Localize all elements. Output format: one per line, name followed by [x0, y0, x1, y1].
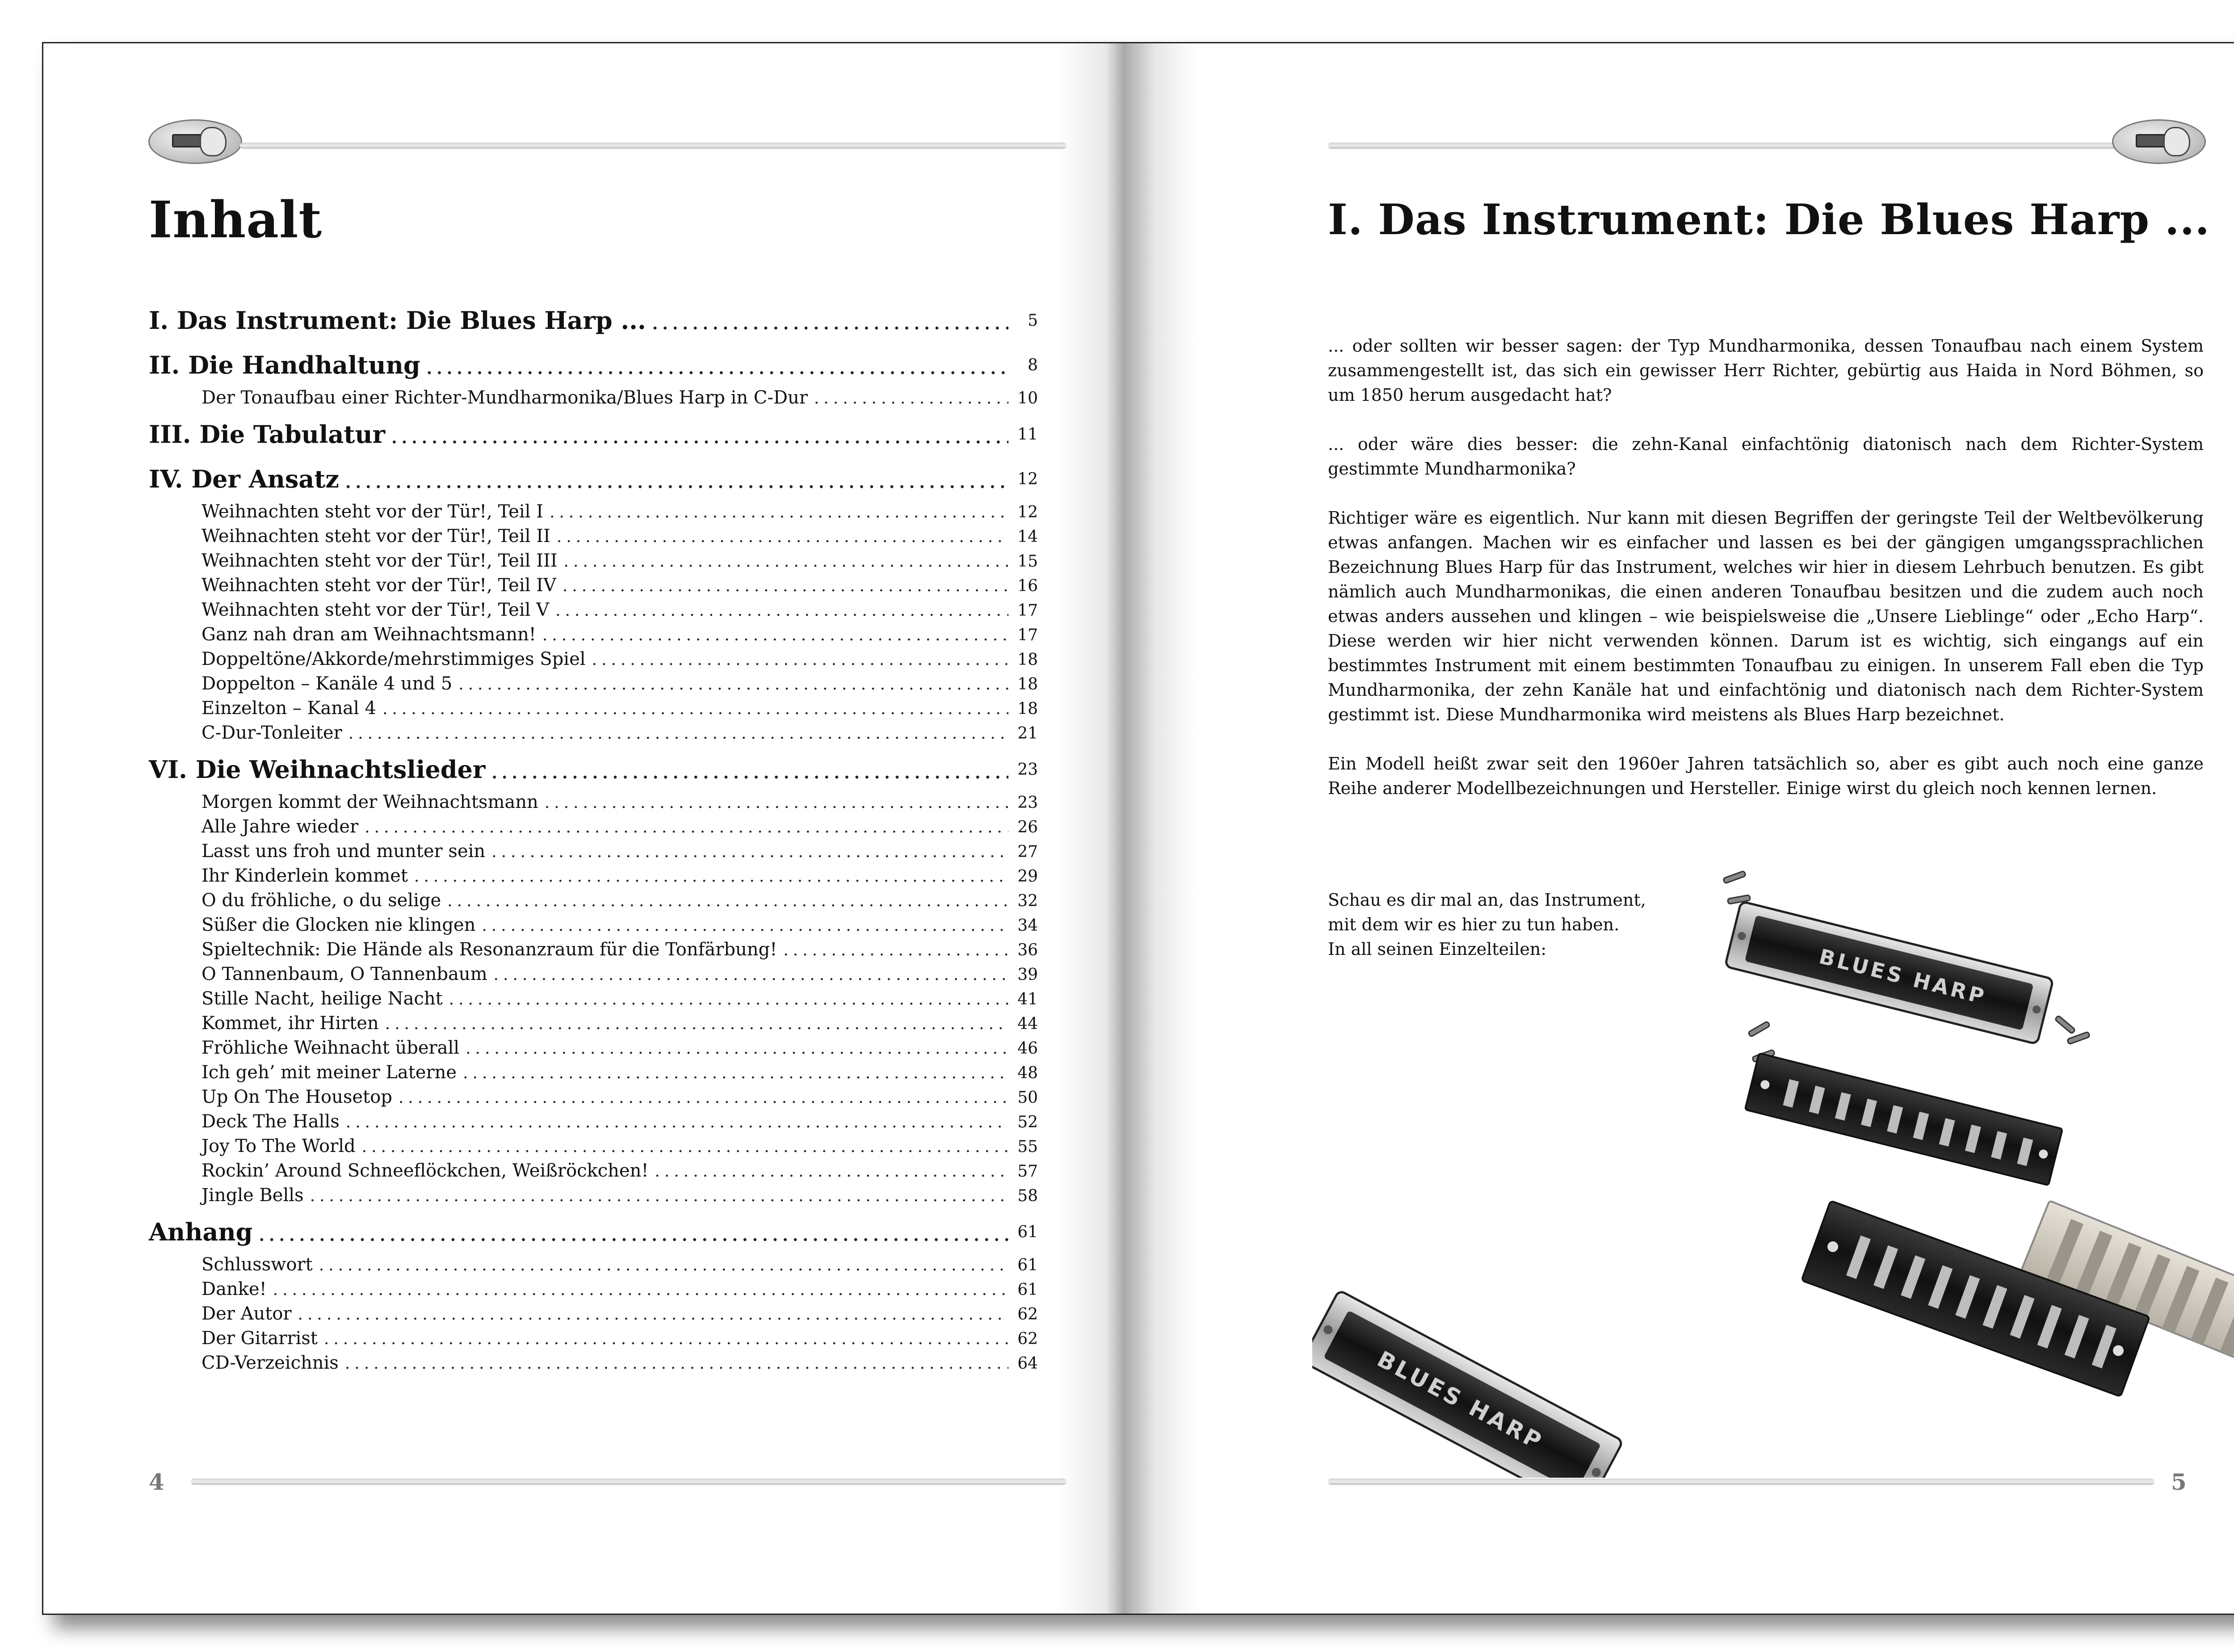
- toc-page-number: 17: [1017, 601, 1038, 620]
- cover-label: BLUES HARP: [1373, 1346, 1548, 1455]
- toc-chapter-entry: [149, 298, 1038, 343]
- toc-entry-title: Anhang: [149, 1218, 253, 1246]
- toc-entry-title: Kommet, ihr Hirten: [202, 1013, 379, 1034]
- toc-leader-dots: [362, 1138, 1008, 1156]
- toc-entry-title: Doppelton – Kanäle 4 und 5: [202, 673, 453, 694]
- toc-sub-entry: [149, 816, 1038, 841]
- toc-chapter-entry: [149, 1210, 1038, 1254]
- toc-leader-dots: [427, 359, 1008, 378]
- paragraph: ... oder sollten wir besser sagen: der Typ Mundharmonika, dessen Tonaufbau nach einem System zusammengestellt ist, das sich ein gewisser Herr Richter, gebürtig aus Haida in Nord Böhmen, so um 1850 herum ausgedacht hat?: [1328, 336, 2204, 405]
- toc-sub-entry: [149, 1111, 1038, 1136]
- table-of-contents: [149, 298, 1038, 1377]
- toc-leader-dots: [494, 966, 1009, 984]
- toc-sub-entry: [149, 1303, 1038, 1328]
- toc-entry-title: III. Die Tabulatur: [149, 420, 386, 449]
- toc-entry-title: Alle Jahre wieder: [202, 816, 359, 837]
- toc-sub-entry: [149, 915, 1038, 939]
- toc-sub-entry: [149, 649, 1038, 673]
- toc-leader-dots: [557, 528, 1008, 546]
- toc-chapter-entry: [149, 412, 1038, 457]
- toc-page-number: 48: [1017, 1064, 1038, 1082]
- toc-page-number: 62: [1017, 1330, 1038, 1348]
- toc-sub-entry: [149, 866, 1038, 890]
- toc-page-number: 62: [1017, 1305, 1038, 1324]
- toc-sub-entry: [149, 1185, 1038, 1210]
- toc-page-number: 18: [1017, 675, 1038, 694]
- toc-leader-dots: [482, 916, 1008, 935]
- toc-entry-title: Joy To The World: [202, 1136, 356, 1156]
- toc-entry-title: Deck The Halls: [202, 1111, 340, 1132]
- toc-sub-entry: [149, 939, 1038, 964]
- toc-leader-dots: [458, 675, 1008, 694]
- toc-page-number: 34: [1017, 916, 1038, 935]
- toc-leader-dots: [814, 389, 1008, 408]
- toc-entry-title: Jingle Bells: [202, 1185, 304, 1206]
- toc-page-number: 64: [1017, 1354, 1038, 1373]
- toc-entry-title: Weihnachten steht vor der Tür!, Teil III: [202, 551, 558, 571]
- toc-page-number: 12: [1017, 503, 1038, 521]
- body-text: [1328, 334, 2204, 825]
- toc-entry-title: II. Die Handhaltung: [149, 351, 420, 379]
- toc-sub-entry: [149, 988, 1038, 1013]
- toc-sub-entry: [149, 964, 1038, 988]
- toc-sub-entry: [149, 575, 1038, 600]
- toc-sub-entry: [149, 624, 1038, 649]
- toc-page-number: 41: [1017, 990, 1038, 1009]
- cover-label: BLUES HARP: [1817, 944, 1989, 1009]
- footer-rule: [191, 1479, 1067, 1485]
- toc-leader-dots: [345, 473, 1008, 492]
- toc-leader-dots: [391, 429, 1008, 447]
- toc-leader-dots: [399, 1089, 1008, 1107]
- toc-page-number: 55: [1017, 1138, 1038, 1156]
- toc-entry-title: Up On The Housetop: [202, 1087, 392, 1107]
- toc-entry-title: Schlusswort: [202, 1254, 313, 1275]
- toc-entry-title: Der Autor: [202, 1303, 292, 1324]
- toc-page-number: 46: [1017, 1039, 1038, 1058]
- toc-page-number: 61: [1017, 1281, 1038, 1299]
- toc-entry-title: Rockin’ Around Schneeflöckchen, Weißröckchen!: [202, 1160, 649, 1181]
- chapter-title: I. Das Instrument: Die Blues Harp ...: [1328, 195, 2210, 244]
- toc-sub-entry: [149, 673, 1038, 698]
- toc-page-number: 17: [1017, 626, 1038, 644]
- paragraph: Ein Modell heißt zwar seit den 1960er Jahren tatsächlich so, aber es gibt auch noch eine ganze Reihe anderer Modellbezeichnungen und Hersteller. Einige wirst du gleich noch kennen lernen.: [1328, 754, 2204, 798]
- toc-chapter-entry: [149, 747, 1038, 792]
- left-page: [43, 43, 1116, 1614]
- header-rule: [1328, 143, 2154, 149]
- toc-leader-dots: [463, 1064, 1008, 1082]
- toc-entry-title: Einzelton – Kanal 4: [202, 698, 376, 719]
- toc-chapter-entry: [149, 343, 1038, 387]
- header-rule: [240, 143, 1067, 149]
- toc-entry-title: IV. Der Ansatz: [149, 465, 339, 493]
- toc-leader-dots: [655, 1162, 1008, 1181]
- toc-page-number: 39: [1017, 966, 1038, 984]
- paragraph: Richtiger wäre es eigentlich. Nur kann mit diesen Begriffen der geringste Teil der Weltbevölkerung etwas anfangen. Machen wir es einfacher und lassen es bei der gängigen umgangssprachlichen Bezeichnung Blues Harp für das Instrument, welches wir hier in diesem Lehrbuch benutzen. Es gibt nämlich auch Mundharmonikas, die einen anderen Tonaufbau besitzen und die zudem auch noch etwas anders aussehen und klingen – wie beispielsweise die „Unsere Lieblinge“ oder „Echo Harp“. Diese werden wir hier nicht verwenden können. Darum ist es wichtig, sich eingangs auf ein bestimmtes Instrument mit einem bestimmten Tonaufbau zu einigen. In unserem Fall eben die Typ Mundharmonika, der zehn Kanäle hat und einfachtönig und diatonisch nach dem Richter-System gestimmt ist. Diese Mundharmonika wird meistens als Blues Harp bezeichnet.: [1328, 508, 2204, 724]
- toc-page-number: 23: [1017, 760, 1038, 779]
- caption-line: Schau es dir mal an, das Instrument,: [1328, 890, 1646, 910]
- toc-entry-title: C-Dur-Tonleiter: [202, 723, 342, 743]
- toc-leader-dots: [298, 1305, 1008, 1324]
- toc-sub-entry: [149, 792, 1038, 816]
- toc-leader-dots: [319, 1256, 1008, 1274]
- toc-page-number: 61: [1017, 1223, 1038, 1241]
- toc-page-number: 8: [1028, 356, 1038, 374]
- toc-entry-title: O du fröhliche, o du selige: [202, 890, 441, 911]
- harmonica-parts-photo: [1312, 843, 2234, 1478]
- toc-page-number: 14: [1017, 528, 1038, 546]
- toc-leader-dots: [550, 503, 1008, 521]
- toc-page-number: 10: [1017, 389, 1038, 408]
- toc-page-number: 44: [1017, 1015, 1038, 1033]
- toc-entry-title: VI. Die Weihnachtslieder: [149, 755, 486, 784]
- toc-page-number: 52: [1017, 1113, 1038, 1131]
- toc-leader-dots: [346, 1113, 1008, 1131]
- toc-sub-entry: [149, 1353, 1038, 1377]
- toc-entry-title: Doppeltöne/Akkorde/mehrstimmiges Spiel: [202, 649, 586, 669]
- toc-sub-entry: [149, 890, 1038, 915]
- toc-leader-dots: [564, 552, 1008, 571]
- toc-leader-dots: [563, 577, 1008, 595]
- toc-page-number: 29: [1017, 867, 1038, 886]
- toc-sub-entry: [149, 1087, 1038, 1111]
- toc-entry-title: Weihnachten steht vor der Tür!, Teil II: [202, 526, 550, 546]
- toc-sub-entry: [149, 1136, 1038, 1160]
- toc-sub-entry: [149, 1279, 1038, 1303]
- toc-page-number: 23: [1017, 794, 1038, 812]
- toc-leader-dots: [545, 794, 1008, 812]
- toc-leader-dots: [783, 941, 1008, 959]
- toc-page-number: 58: [1017, 1187, 1038, 1205]
- toc-leader-dots: [414, 867, 1008, 886]
- toc-sub-entry: [149, 1160, 1038, 1185]
- toc-leader-dots: [385, 1015, 1008, 1033]
- toc-entry-title: CD-Verzeichnis: [202, 1353, 339, 1373]
- toc-leader-dots: [259, 1226, 1008, 1245]
- toc-page-number: 16: [1017, 577, 1038, 595]
- toc-leader-dots: [349, 724, 1008, 743]
- toc-page-number: 32: [1017, 892, 1038, 910]
- toc-sub-entry: [149, 387, 1038, 412]
- toc-page-number: 61: [1017, 1256, 1038, 1274]
- toc-leader-dots: [310, 1187, 1008, 1205]
- paragraph: ... oder wäre dies besser: die zehn-Kanal einfachtönig diatonisch nach dem Richter-System gestimmte Mundharmonika?: [1328, 434, 2204, 479]
- toc-entry-title: Ich geh’ mit meiner Laterne: [202, 1062, 457, 1083]
- toc-entry-title: I. Das Instrument: Die Blues Harp ...: [149, 306, 646, 335]
- toc-page-number: 18: [1017, 700, 1038, 718]
- toc-sub-entry: [149, 841, 1038, 866]
- toc-entry-title: Morgen kommt der Weihnachtsmann: [202, 792, 538, 812]
- toc-leader-dots: [447, 892, 1008, 910]
- toc-sub-entry: [149, 1038, 1038, 1062]
- toc-leader-dots: [542, 626, 1008, 644]
- toc-page-number: 15: [1017, 552, 1038, 571]
- toc-sub-entry: [149, 1013, 1038, 1038]
- toc-page-number: 18: [1017, 651, 1038, 669]
- toc-entry-title: Spieltechnik: Die Hände als Resonanzraum für die Tonfärbung!: [202, 939, 777, 960]
- page-number: 4: [149, 1469, 164, 1495]
- toc-leader-dots: [365, 818, 1008, 837]
- toc-page-number: 50: [1017, 1089, 1038, 1107]
- toc-page-number: 26: [1017, 818, 1038, 837]
- toc-leader-dots: [555, 601, 1008, 620]
- footer-rule: [1328, 1479, 2154, 1485]
- toc-leader-dots: [466, 1039, 1008, 1058]
- toc-leader-dots: [592, 651, 1008, 669]
- toc-chapter-entry: [149, 457, 1038, 501]
- reed-plate: [1745, 1053, 2063, 1185]
- harmonica-top-cover: [1725, 901, 2053, 1044]
- harmonica-logo-icon: [148, 119, 242, 164]
- toc-page-number: 5: [1028, 311, 1038, 330]
- toc-leader-dots: [324, 1330, 1008, 1348]
- toc-leader-dots: [345, 1354, 1008, 1373]
- toc-page-number: 27: [1017, 843, 1038, 861]
- toc-leader-dots: [652, 315, 1008, 333]
- right-page: [1151, 43, 2234, 1614]
- toc-page-number: 57: [1017, 1162, 1038, 1181]
- toc-leader-dots: [449, 990, 1008, 1009]
- toc-entry-title: Stille Nacht, heilige Nacht: [202, 988, 443, 1009]
- toc-sub-entry: [149, 501, 1038, 526]
- toc-entry-title: Weihnachten steht vor der Tür!, Teil I: [202, 501, 543, 522]
- toc-entry-title: Danke!: [202, 1279, 267, 1299]
- book-spread: [42, 42, 2234, 1615]
- toc-page-number: 36: [1017, 941, 1038, 959]
- toc-sub-entry: [149, 1062, 1038, 1087]
- toc-entry-title: Lasst uns froh und munter sein: [202, 841, 486, 862]
- toc-entry-title: Weihnachten steht vor der Tür!, Teil IV: [202, 575, 556, 596]
- toc-page-number: 21: [1017, 724, 1038, 743]
- toc-entry-title: Süßer die Glocken nie klingen: [202, 915, 476, 935]
- toc-page-number: 11: [1017, 425, 1038, 444]
- harmonica-bottom-cover: [1312, 1290, 1623, 1478]
- harmonica-logo-icon: [2112, 119, 2206, 164]
- toc-page-number: 12: [1017, 470, 1038, 488]
- toc-leader-dots: [491, 843, 1008, 861]
- page-number: 5: [2171, 1469, 2187, 1495]
- toc-entry-title: Ganz nah dran am Weihnachtsmann!: [202, 624, 536, 645]
- toc-entry-title: Fröhliche Weihnacht überall: [202, 1038, 460, 1058]
- toc-sub-entry: [149, 600, 1038, 624]
- toc-entry-title: O Tannenbaum, O Tannenbaum: [202, 964, 487, 984]
- toc-entry-title: Weihnachten steht vor der Tür!, Teil V: [202, 600, 550, 620]
- toc-entry-title: Der Gitarrist: [202, 1328, 318, 1349]
- toc-leader-dots: [273, 1281, 1008, 1299]
- toc-entry-title: Der Tonaufbau einer Richter-Mundharmonika/Blues Harp in C-Dur: [202, 387, 808, 408]
- page-title: Inhalt: [149, 191, 323, 249]
- toc-leader-dots: [382, 700, 1008, 718]
- caption-line: In all seinen Einzelteilen:: [1328, 939, 1547, 959]
- caption-line: mit dem wir es hier zu tun haben.: [1328, 915, 1620, 934]
- toc-entry-title: Ihr Kinderlein kommet: [202, 866, 408, 886]
- toc-sub-entry: [149, 1254, 1038, 1279]
- toc-leader-dots: [491, 764, 1008, 782]
- toc-sub-entry: [149, 551, 1038, 575]
- toc-sub-entry: [149, 723, 1038, 747]
- toc-sub-entry: [149, 526, 1038, 551]
- toc-sub-entry: [149, 1328, 1038, 1353]
- toc-sub-entry: [149, 698, 1038, 723]
